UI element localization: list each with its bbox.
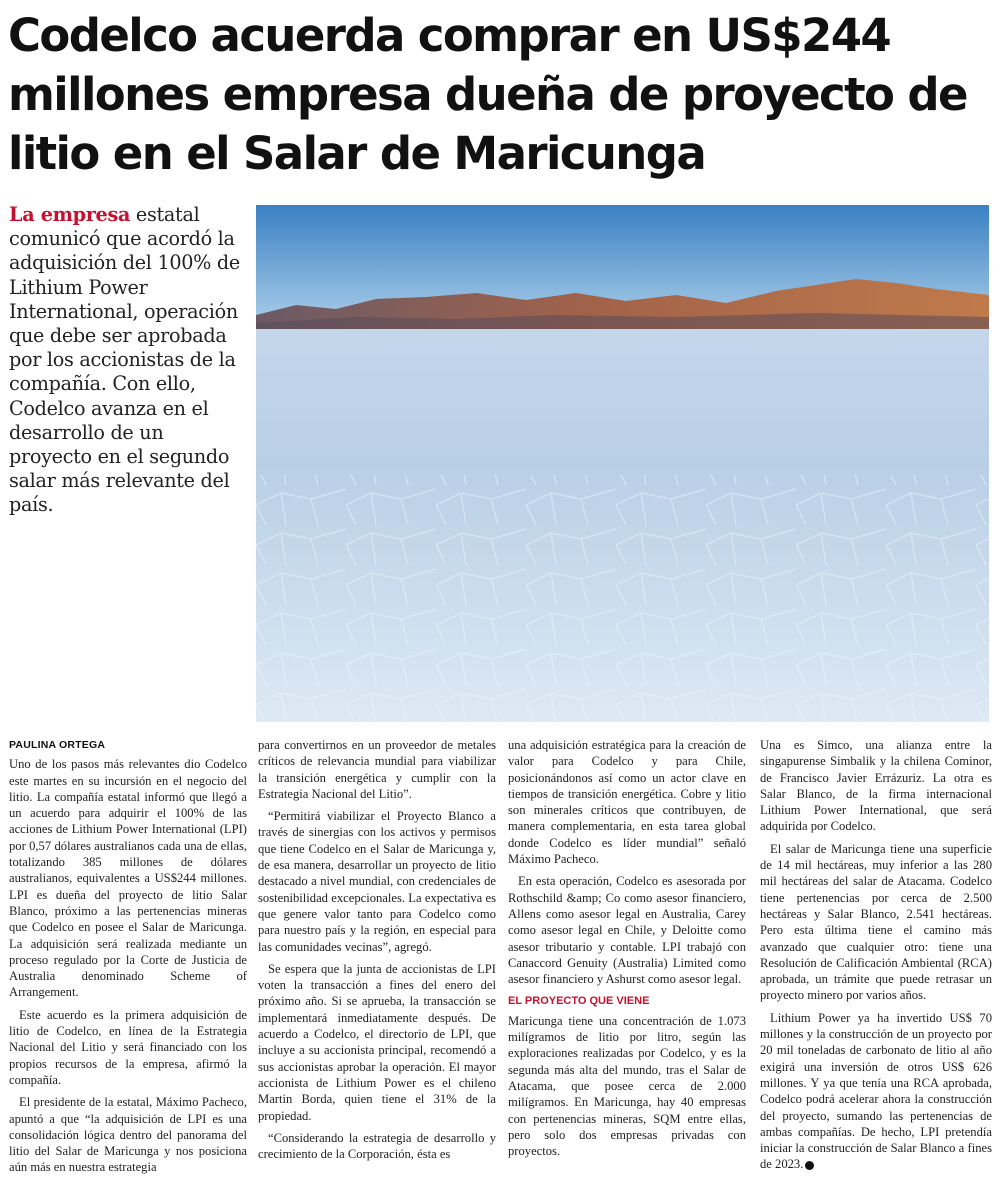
column-4 bbox=[760, 737, 992, 1179]
column-3 bbox=[508, 737, 746, 1165]
salar-photo bbox=[256, 205, 989, 722]
end-mark-icon: P bbox=[805, 1161, 814, 1170]
paragraph: una adquisición estratégica para la creación de valor para Codelco y para Chile, posicionándonos así como un actor clave en tiempos de transición energética. Cobre y litio son minerales críticos que contribuyen, de manera complementaria, en esta tarea global donde Codelco es líder mundial” señaló Máximo Pacheco. bbox=[508, 738, 746, 867]
paragraph-last bbox=[760, 1010, 992, 1173]
paragraph: El salar de Maricunga tiene una superficie de 14 mil hectáreas, muy inferior a las 280 mil hectáreas del salar de Atacama. Codelco tiene pertenencias por cerca de 2.500 hectáreas y Salar Blanco, 2.541 hectáreas. Pero esta última tiene el camino más avanzado que cualquier otro: tiene una Resolución de Calificación Ambiental (RCA) aprobada, un trámite que puede retrasar un proyecto minero por varios años. bbox=[760, 841, 992, 1003]
column-2 bbox=[258, 737, 496, 1168]
lead-paragraph bbox=[9, 203, 249, 518]
paragraph: En esta operación, Codelco es asesorada por Rothschild &amp; Co como asesor financiero, Allens como asesor legal en Australia, Carey como asesor legal en Chile, y Deloitte como asesor tributario y contable. LPI trabajó con Canaccord Genuity (Australia) Limited como asesor financiero y Ashurst como asesor legal. bbox=[508, 874, 746, 987]
paragraph: Uno de los pasos más relevantes dio Codelco este martes en su incursión en el negocio del litio. La compañía estatal informó que llegó a un acuerdo para adquirir el 100% de las acciones de Lithium Power International (LPI) por 0,57 dólares australianos cada una de ellas, totalizando 385 millones de dólares australianos, equivalentes a US$244 millones. LPI es dueña del proyecto de litio Salar Blanco, próximo a las pertenencias mineras que Codelco en posee el Salar de Maricunga. La adquisición será realizada mediante un proceso regulado por la Corte de Justicia de Australia denominado Scheme of Arrangement. bbox=[9, 757, 247, 1000]
paragraph-text: Lithium Power ya ha invertido US$ 70 millones y la construcción de un proyecto por 20 mil toneladas de carbonato de litio al año exigirá una inversión de otros US$ 626 millones. Y ya que tenía una RCA aprobada, Codelco podrá acelerar ahora la construcción del proyecto, sumando las pertenencias de ambas compañías. De hecho, LPI pretendía iniciar la construcción de Salar Blanco a fines de 2023. bbox=[760, 1010, 992, 1172]
byline: PAULINA ORTEGA bbox=[9, 739, 106, 751]
paragraph: Maricunga tiene una concentración de 1.073 milígramos de litio por litro, según las exploraciones realizadas por Codelco, y es la segunda más alta del mundo, tras el Salar de Atacama, que posee cerca de 2.000 milígramos. En Maricunga, hay 40 empresas con pertenencias mineras, SQM entre ellas, pero solo dos empresas privadas con proyectos. bbox=[508, 1013, 746, 1159]
paragraph: para convertirnos en un proveedor de metales críticos de relevancia mundial para viabilizar la transición energética y cumplir con la Estrategia Nacional del Litio”. bbox=[258, 738, 496, 801]
lead-text: estatal comunicó que acordó la adquisición del 100% de Lithium Power International, operación que debe ser aprobada por los accionistas de la compañía. Con ello, Codelco avanza en el desarrollo de un proyecto en el segundo salar más relevante del país. bbox=[9, 203, 240, 517]
paragraph: Este acuerdo es la primera adquisición de litio de Codelco, en línea de la Estrategia Nacional del Litio y será financiado con los propios recursos de la empresa, afirmó la compañía. bbox=[9, 1007, 247, 1087]
column-1 bbox=[9, 737, 247, 1182]
paragraph: “Considerando la estrategia de desarrollo y crecimiento de la Corporación, ésta es bbox=[258, 1130, 496, 1162]
paragraph: “Permitirá viabilizar el Proyecto Blanco a través de sinergias con los activos y permisos que tiene Codelco en el Salar de Maricunga y, de esa manera, desarrollar un proyecto de litio destacado a nivel mundial, con credenciales de sostenibilidad excepcionales. La expectativa es que genere valor tanto para Codelco como para nuestro país y la región, en especial para las comunidades vecinas”, agregó. bbox=[258, 809, 496, 954]
paragraph: Una es Simco, una alianza entre la singapurense Simbalik y la chilena Cominor, de Francisco Javier Errázuriz. La otra es Salar Blanco, de la firma internacional Lithium Power International, que será adquirida por Codelco. bbox=[760, 738, 992, 834]
lead-kicker: La empresa bbox=[9, 203, 131, 226]
headline: Codelco acuerda comprar en US$244 millones empresa dueña de proyecto de litio en el Salar de Maricunga bbox=[8, 9, 967, 180]
paragraph: El presidente de la estatal, Máximo Pacheco, apuntó a que “la adquisición de LPI es una consolidación lógica dentro del panorama del litio del Salar de Maricunga y nos posiciona aún más en nuestra estrategia bbox=[9, 1095, 247, 1175]
paragraph: Se espera que la junta de accionistas de LPI voten la transacción a fines del enero del próximo año. Si se aprueba, la transacción se implementará inmediatamente después. De acuerdo a Codelco, el directorio de LPI, que incluye a su accionista principal, recomendó a sus accionistas aprobar la operación. El mayor accionista de Lithium Power es el chileno Martin Borda, quien tiene el 31% de la propiedad. bbox=[258, 961, 496, 1123]
subhead: EL PROYECTO QUE VIENE bbox=[508, 995, 650, 1008]
